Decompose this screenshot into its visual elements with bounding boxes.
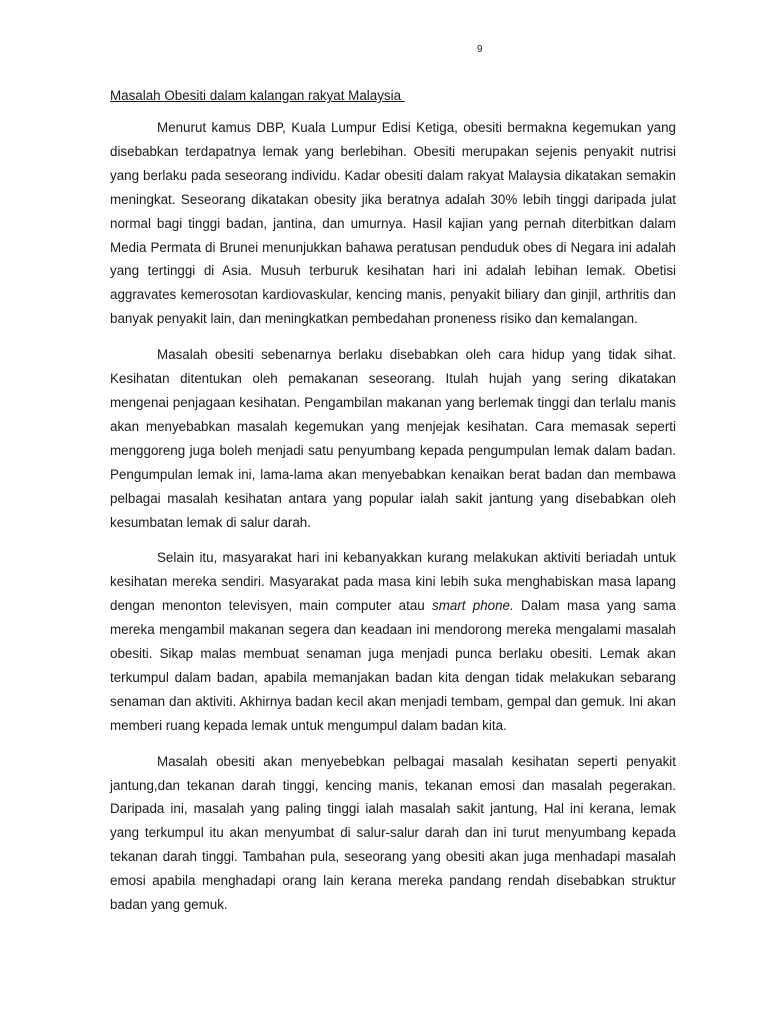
paragraph-text: Selain itu, masyarakat hari ini kebanyakkan kurang melakukan aktiviti beriadah untuk kesihatan mereka sendiri. Masyarakat pada masa kini lebih suka menghabiskan masa lapang dengan menonton televisyen, main computer atau — [110, 550, 676, 614]
paragraph-text: Masalah obesiti akan menyebebkan pelbagai masalah kesihatan seperti penyakit jantung,dan tekanan darah tinggi, kencing manis, tekanan emosi dan masalah pegerakan. Daripada ini, masalah yang paling tinggi ialah masalah sakit jantung, Hal ini kerana, lemak yang terkumpul itu akan menyumbat di salur-salur darah dan ini turut menyumbang kepada tekanan darah tinggi. Tambahan pula, seseorang yang obesiti akan juga menhadapi masalah emosi apabila menghadapi orang lain kerana mereka pandang rendah disebabkan struktur badan yang gemuk. — [110, 753, 676, 913]
paragraph-3 — [110, 546, 676, 737]
paragraph-text: Menurut kamus DBP, Kuala Lumpur Edisi Ketiga, obesiti bermakna kegemukan yang disebabkan terdapatnya lemak yang berlebihan. Obesiti merupakan sejenis penyakit nutrisi yang berlaku pada seseorang individu. Kadar obesiti dalam rakyat Malaysia dikatakan semakin meningkat. Seseorang dikatakan obesity jika beratnya adalah 30% lebih tinggi daripada julat normal bagi tinggi badan, jantina, dan umurnya. Hasil kajian yang pernah diterbitkan dalam Media Permata di Brunei menunjukkan bahawa peratusan penduduk obes di Negara ini adalah yang tertinggi di Asia. Musuh terburuk kesihatan hari ini adalah lebihan lemak. Obetisi aggravates kemerosotan kardiovaskular, kencing manis, penyakit biliary dan ginjil, arthritis dan banyak penyakit lain, dan meningkatkan pembedahan proneness risiko dan kemalangan. — [110, 120, 676, 327]
paragraph-text-continued: Dalam masa yang sama mereka mengambil makanan segera dan keadaan ini mendorong mereka mengalami masalah obesiti. Sikap malas membuat senaman juga menjadi punca berlaku obesiti. Lemak akan terkumpul dalam badan, apabila memanjakan badan kita dengan tidak melakukan sebarang senaman dan aktiviti. Akhirnya badan kecil akan menjadi tembam, gempal dan gemuk. Ini akan memberi ruang kepada lemak untuk mengumpul dalam badan kita. — [110, 598, 677, 733]
paragraph-1 — [110, 116, 676, 331]
paragraph-2 — [110, 343, 676, 534]
document-body — [110, 86, 676, 929]
paragraph-text: Masalah obesiti sebenarnya berlaku disebabkan oleh cara hidup yang tidak sihat. Kesihatan ditentukan oleh pemakanan seseorang. Itulah hujah yang sering dikatakan mengenai penjagaan kesihatan. Pengambilan makanan yang berlemak tinggi dan terlalu manis akan menyebabkan masalah kegemukan yang menjejak kesihatan. Cara memasak seperti menggoreng juga boleh menjadi satu penyumbang kepada pengumpulan lemak dalam badan. Pengumpulan lemak ini, lama-lama akan menyebabkan kenaikan berat badan dan membawa pelbagai masalah kesihatan antara yang popular ialah sakit jantung yang disebabkan oleh kesumbatan lemak di salur darah. — [110, 347, 676, 530]
paragraph-4 — [110, 750, 676, 917]
italic-term: smart phone. — [432, 598, 514, 614]
section-heading: Masalah Obesiti dalam kalangan rakyat Malaysia — [110, 88, 405, 103]
page-number: 9 — [477, 44, 483, 55]
